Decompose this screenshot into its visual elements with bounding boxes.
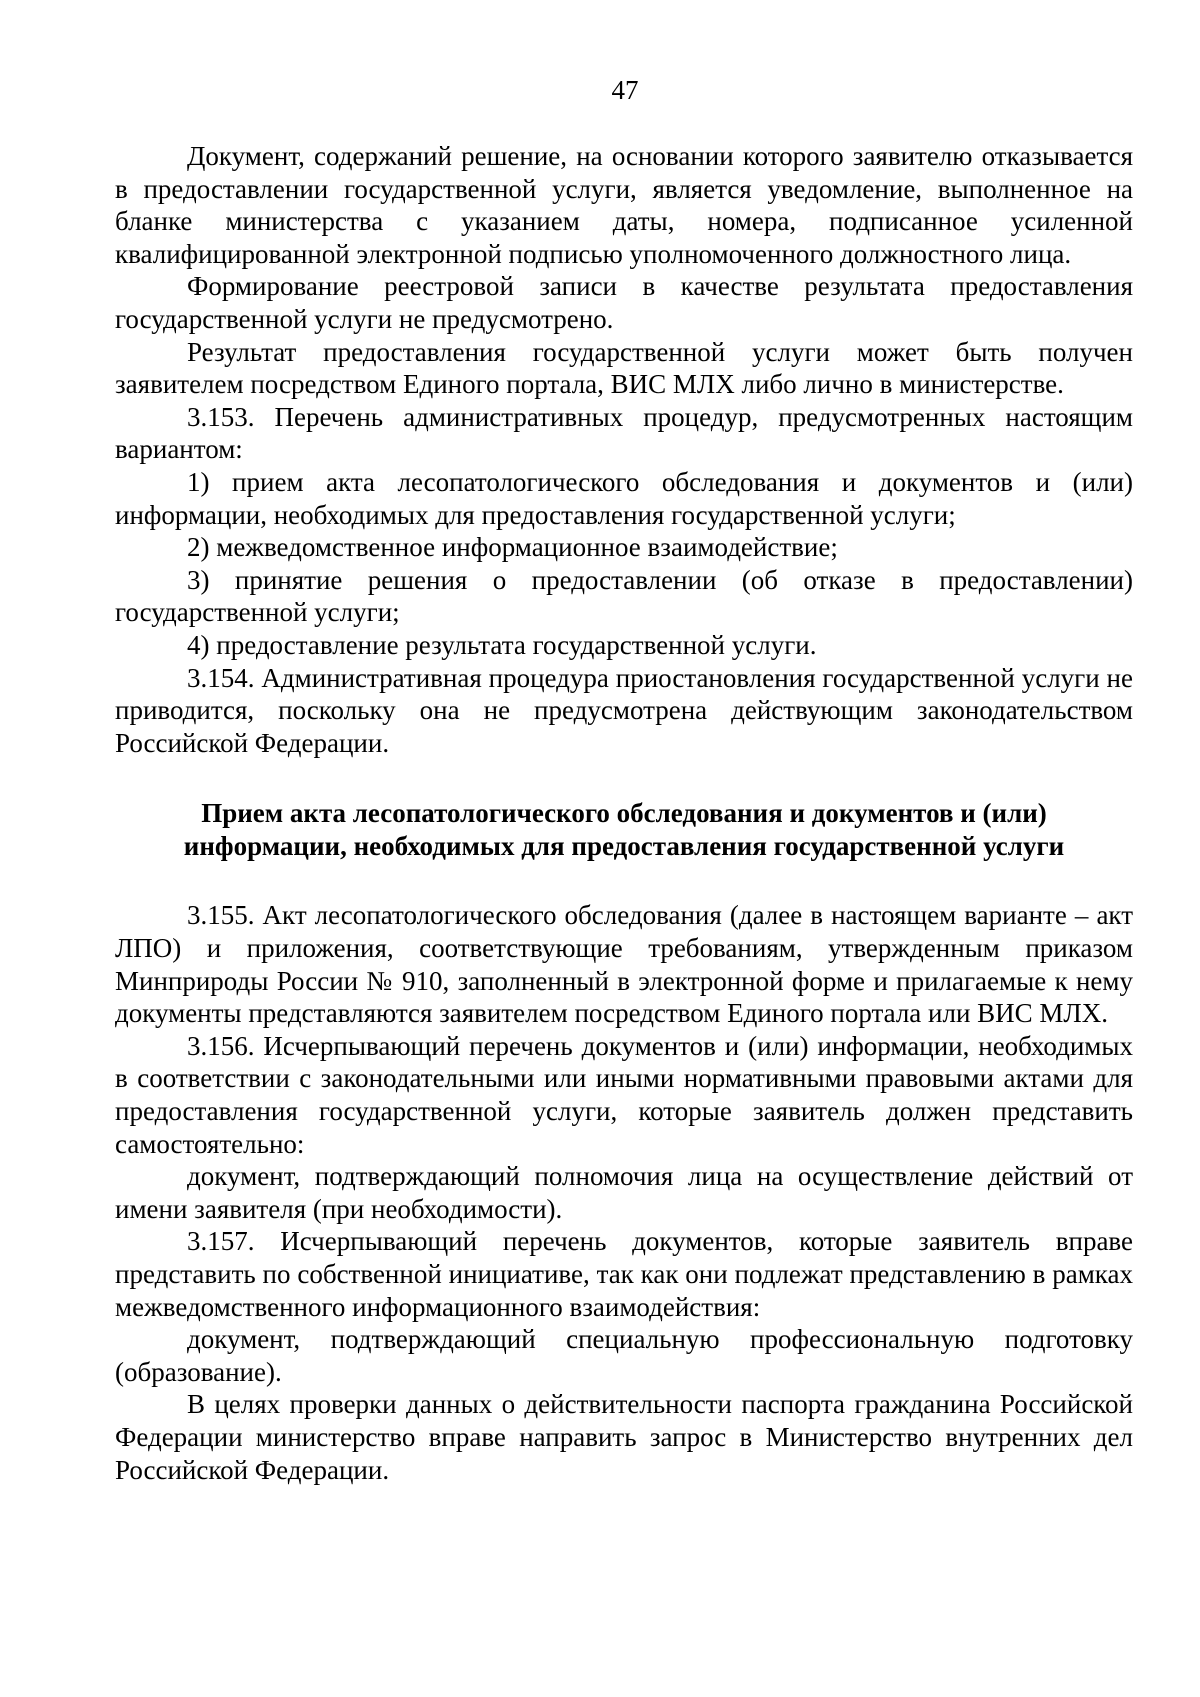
paragraph-3-155: 3.155. Акт лесопатологического обследования (далее в настоящем варианте – акт ЛПО) и приложения, соответствующие требованиям, утвержденным приказом Минприроды России № 910, заполненный в электронной форме и прилагаемые к нему документы представляются заявителем посредством Единого портала или ВИС МЛХ.	[115, 900, 1133, 1029]
list-item-1: 1) прием акта лесопатологического обследования и документов и (или) информации, необходимых для предоставления государственной услуги;	[115, 466, 1133, 530]
document-body	[115, 140, 1133, 1486]
paragraph-3-156: 3.156. Исчерпывающий перечень документов и (или) информации, необходимых в соответствии с законодательными или иными нормативными правовыми актами для предоставления государственной услуги, которые заявитель должен представить самостоятельно:	[115, 1030, 1133, 1159]
list-item-3: 3) принятие решения о предоставлении (об отказе в предоставлении) государственной услуги;	[115, 564, 1133, 628]
list-item-4: 4) предоставление результата государственной услуги.	[187, 629, 817, 660]
paragraph-refusal-document: Документ, содержаний решение, на основании которого заявителю отказывается в предоставлении государственной услуги, является уведомление, выполненное на бланке министерства с указанием даты, номера, подписанное усиленной квалифицированной электронной подписью уполномоченного должностного лица.	[115, 141, 1133, 269]
section-heading-line-1: Прием акта лесопатологического обследования и документов и (или)	[201, 798, 1047, 829]
paragraph-3-154: 3.154. Административная процедура приостановления государственной услуги не приводится, поскольку она не предусмотрена действующим законодательством Российской Федерации.	[115, 662, 1133, 758]
paragraph-authority-document: документ, подтверждающий полномочия лица на осуществление действий от имени заявителя (при необходимости).	[115, 1161, 1133, 1224]
section-heading-line-2: информации, необходимых для предоставления государственной услуги	[183, 830, 1065, 861]
paragraph-training-document: документ, подтверждающий специальную профессиональную подготовку (образование).	[115, 1324, 1133, 1387]
section-heading	[115, 797, 1133, 862]
paragraph-3-157: 3.157. Исчерпывающий перечень документов, которые заявитель вправе представить по собственной инициативе, так как они подлежат представлению в рамках межведомственного информационного взаимодействия:	[115, 1226, 1133, 1322]
paragraph-result-delivery: Результат предоставления государственной услуги может быть получен заявителем посредством Единого портала, ВИС МЛХ либо лично в министерстве.	[115, 336, 1133, 400]
list-item-2: 2) межведомственное информационное взаимодействие;	[187, 532, 838, 563]
page-number: 47	[611, 75, 639, 105]
paragraph-3-153: 3.153. Перечень административных процедур, предусмотренных настоящим вариантом:	[115, 401, 1133, 465]
paragraph-registry-record: Формирование реестровой записи в качестве результата предоставления государственной услуги не предусмотрено.	[115, 271, 1133, 334]
paragraph-passport-check: В целях проверки данных о действительности паспорта гражданина Российской Федерации министерство вправе направить запрос в Министерство внутренних дел Российской Федерации.	[115, 1389, 1133, 1485]
